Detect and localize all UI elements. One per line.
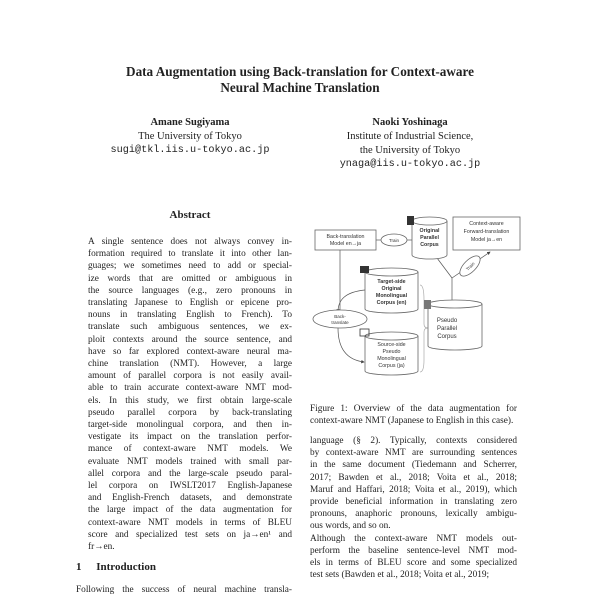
paper-title-line-2: Neural Machine Translation xyxy=(220,80,380,95)
text-line: els in terms of BLEU score and some specialized xyxy=(310,558,517,568)
fwd-model-label: Model ja→en xyxy=(470,237,503,243)
author-affiliation: The University of Tokyo xyxy=(138,131,242,142)
text-line: ous words, and so on. xyxy=(310,521,391,532)
fwd-model-label: Context-aware xyxy=(469,221,504,227)
brace xyxy=(420,285,428,372)
text-line: Although the context-aware NMT models out- xyxy=(310,533,517,544)
text-line: able to train accurate context-aware NMT mod- xyxy=(88,383,292,394)
text-line: pronouns, anaphoric pronouns, lexically ambigu- xyxy=(310,509,517,520)
author-email: ynaga@iis.u-tokyo.ac.jp xyxy=(339,159,481,170)
bt-model-box xyxy=(315,230,376,250)
pseudo-parallel-label: Corpus xyxy=(437,334,457,340)
text-line: provide beneficial information in translating zero xyxy=(310,497,517,507)
text-line: score and specialized test sets on ja→en¹ and xyxy=(88,529,292,540)
text-line: by context-aware NMT are surrounding sentences xyxy=(310,448,517,459)
text-line: translate such ambiguous sentences, we ex- xyxy=(88,322,292,333)
source-mono-label: Pseudo xyxy=(382,349,401,355)
paper-title-line-1: Data Augmentation using Back-translation for Context-aware xyxy=(126,64,474,79)
bt-model-label: Back-translation xyxy=(326,234,365,240)
orig-to-junction-line xyxy=(437,258,452,278)
text-line: ize words that are omitted or ambiguous in xyxy=(88,273,292,284)
text-line: and English-French datasets, and demonstrate xyxy=(88,493,292,504)
target-to-bt-arrow xyxy=(338,290,365,312)
text-line: lel corpora on IWSLT2017 English-Japanese xyxy=(88,481,292,491)
target-mono-label: Target-side xyxy=(377,279,406,285)
text-line: els. In this study, we first obtain large-scale xyxy=(88,395,292,406)
abstract-heading: Abstract xyxy=(169,209,211,221)
orig-parallel-label: Corpus xyxy=(420,242,439,248)
intro-line: Following the success of neural machine transla- xyxy=(76,585,292,595)
document-icon xyxy=(407,216,414,225)
target-mono-label: Monolingual xyxy=(375,293,408,299)
fwd-model-label: Forward-translation xyxy=(463,229,510,235)
text-line: perform the baseline sentence-level NMT mod- xyxy=(310,545,517,556)
document-icon xyxy=(424,300,431,309)
author-name: Naoki Yoshinaga xyxy=(372,117,448,128)
text-line: test sets (Bawden et al., 2018; Voita et al., 2019; xyxy=(310,570,490,581)
author-name: Amane Sugiyama xyxy=(150,117,230,128)
text-line: fr→en. xyxy=(88,542,115,552)
figure-caption: Figure 1: Overview of the data augmentation for xyxy=(310,404,517,414)
target-mono-label: Original xyxy=(381,286,402,292)
text-line: formation required to translate it into other lan- xyxy=(88,249,292,260)
section-number: 1 xyxy=(76,561,82,573)
text-line: ploit contexts around the source sentence, and xyxy=(88,334,292,345)
text-line: nouns in translating English to French). To xyxy=(88,310,292,321)
back-translate-label: translate xyxy=(331,320,349,325)
text-line: translating Japanese to English or epicene pro- xyxy=(88,298,292,308)
source-mono-label: Source-side xyxy=(377,342,406,348)
bt-model-label: Model en→ja xyxy=(329,241,362,247)
text-line: guages; we sometimes need to add or special- xyxy=(88,261,292,272)
text-line: allel corpora and the large-scale pseudo paral- xyxy=(88,468,292,479)
author-affiliation: the University of Tokyo xyxy=(359,145,461,156)
text-line: the source languages (e.g., zero pronouns in xyxy=(88,285,292,296)
text-line: the large impact of the data augmentation for xyxy=(88,505,292,516)
document-stack-icon xyxy=(360,266,369,273)
train-label: Train xyxy=(465,261,476,272)
figure-caption: context-aware NMT (Japanese to English in this case). xyxy=(310,416,514,426)
text-line: 2017; Bawden et al., 2018; Voita et al., 2018; xyxy=(310,472,517,483)
target-mono-label: Corpus (en) xyxy=(376,300,407,306)
orig-parallel-label: Original xyxy=(419,228,440,234)
author-affiliation: Institute of Industrial Science, xyxy=(346,131,474,142)
text-line: Maruf and Haffari, 2018; Voita et al., 2019), which xyxy=(310,484,517,495)
pseudo-parallel-label: Pseudo xyxy=(436,318,458,324)
text-line: mance of context-aware NMT models. We xyxy=(88,444,292,455)
source-mono-label: Monolingual xyxy=(377,356,406,362)
text-line: language (§ 2). Typically, contexts considered xyxy=(310,436,517,446)
text-line: context-aware NMT models in terms of BLEU xyxy=(88,517,292,528)
section-title: Introduction xyxy=(96,561,156,573)
text-line: in the same document (Tiedemann and Scherrer, xyxy=(310,460,517,471)
text-line: A single sentence does not always convey in- xyxy=(88,237,292,247)
text-line: have so far explored context-aware neural ma- xyxy=(88,346,292,357)
train-label: Train xyxy=(388,238,400,243)
text-line: evaluate NMT models trained with small par- xyxy=(88,456,292,467)
text-line: chine translation (NMT). However, a large xyxy=(88,359,292,369)
author-email: sugi@tkl.iis.u-tokyo.ac.jp xyxy=(110,145,270,156)
back-translate-ellipse xyxy=(313,310,367,328)
source-mono-label: Corpus (ja) xyxy=(378,363,405,369)
orig-parallel-label: Parallel xyxy=(420,235,439,241)
pseudo-parallel-label: Parallel xyxy=(436,326,458,332)
text-line: amount of parallel corpora is not easily avail- xyxy=(88,371,292,382)
back-translate-label: Back- xyxy=(334,314,346,319)
text-line: target-side monolingual corpora, and then in- xyxy=(88,420,292,430)
text-line: pseudo parallel corpora by back-translating xyxy=(88,407,292,418)
text-line: vestigate its impact on the translation perfor- xyxy=(88,432,292,443)
